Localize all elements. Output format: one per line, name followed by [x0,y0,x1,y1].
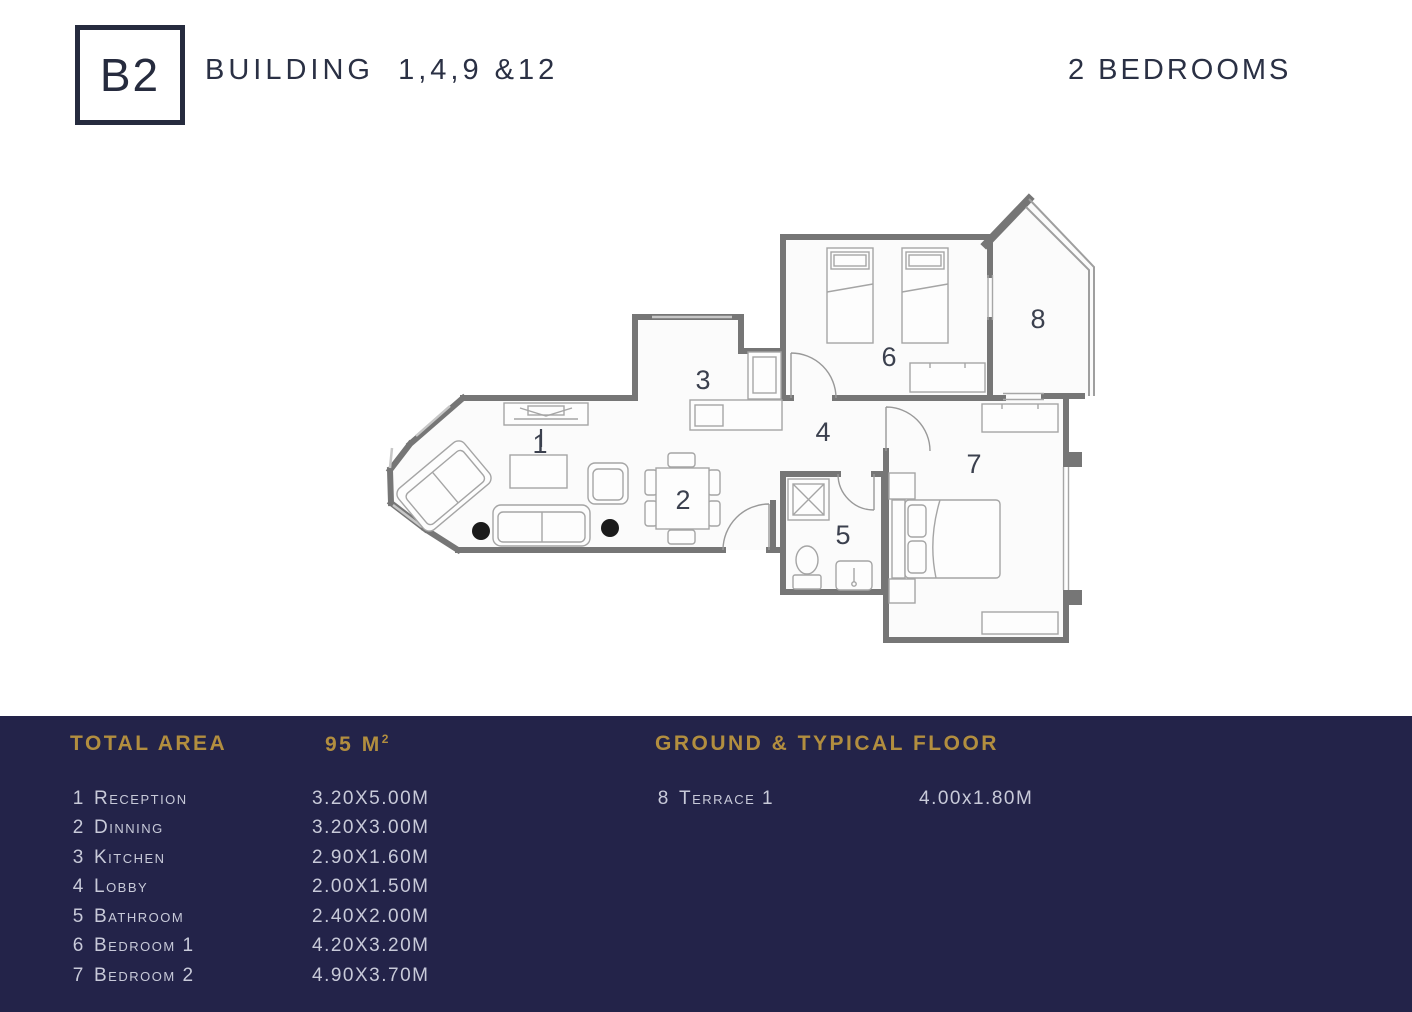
room-number: 3 [72,846,84,868]
room-dimensions: 2.90X1.60M [312,846,430,868]
legend-row-bathroom [62,902,429,932]
coffee-table [510,455,567,488]
total-area-exponent: 2 [381,732,391,746]
room-name: Terrace 1 [679,787,775,809]
room-dimensions: 3.20X3.00M [312,817,430,839]
room-dimensions: 3.20X5.00M [312,787,430,809]
legend-row-bedroom-1 [62,932,429,962]
terrace-legend-list [647,784,1033,814]
room-dimensions: 4.00x1.80M [919,787,1034,809]
legend-row-bedroom-2 [62,961,429,991]
legend-row-terrace [647,784,1033,814]
side-table [472,522,490,540]
total-area-number: 95 M [325,733,382,756]
legend-row-dinning [62,814,429,844]
room-number: 1 [72,787,84,809]
twin-bed [902,248,948,343]
twin-bed [827,248,873,343]
room-name: Lobby [94,876,149,898]
legend-row-kitchen [62,843,429,873]
dresser [982,404,1058,432]
room-legend-list [62,784,429,991]
room-name: Dinning [94,817,164,839]
room-number: 5 [72,905,84,927]
room-label-5: 5 [835,520,851,550]
room-name: Kitchen [94,846,166,868]
total-area-label: TOTAL AREA [70,732,228,755]
legend-panel [0,716,1412,1012]
room-number: 7 [72,964,84,986]
floor-type-label: GROUND & TYPICAL FLOOR [655,732,999,755]
dresser [910,363,985,392]
sink [836,561,872,590]
room-number: 6 [72,935,84,957]
room-label-3: 3 [695,365,711,395]
room-number: 4 [72,876,84,898]
bedrooms-title: 2 BEDROOMS [1068,54,1292,86]
double-bed [892,500,1000,578]
room-label-4: 4 [815,417,831,447]
building-title: BUILDING 1,4,9 &12 [205,54,559,86]
room-number: 8 [657,787,669,809]
nightstand [889,473,915,499]
legend-row-lobby [62,873,429,903]
room-dimensions: 2.40X2.00M [312,905,430,927]
room-name: Reception [94,787,188,809]
room-label-2: 2 [675,485,691,515]
room-dimensions: 2.00X1.50M [312,876,430,898]
bench [982,612,1058,634]
nightstand [889,579,915,603]
total-area-value [325,732,391,757]
room-name: Bathroom [94,905,185,927]
armchair [588,463,628,504]
room-name: Bedroom 2 [94,964,195,986]
side-table [601,519,619,537]
room-number: 2 [72,817,84,839]
room-dimensions: 4.90X3.70M [312,964,430,986]
room-label-6: 6 [881,342,897,372]
room-name: Bedroom 1 [94,935,195,957]
room-label-7: 7 [966,449,982,479]
sofa [493,505,590,546]
toilet [793,546,821,589]
unit-code: B2 [99,49,161,101]
shower [788,479,829,520]
room-dimensions: 4.20X3.20M [312,935,430,957]
legend-row-reception [62,784,429,814]
room-label-8: 8 [1030,304,1046,334]
room-label-1: 1 [532,429,548,459]
